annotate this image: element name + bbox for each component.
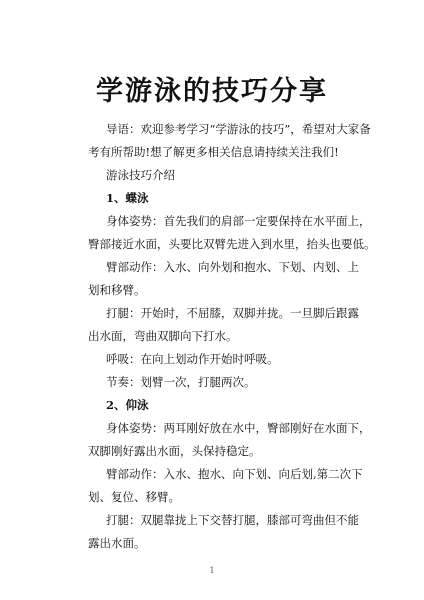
butterfly-arm-line-1: 臂部动作：入水、向外划和抱水、下划、内划、上 [106,260,359,274]
butterfly-posture-line-1: 身体姿势：首先我们的肩部一定要保持在水平面上， [106,214,371,228]
backstroke-arm-line-2: 划、复位、移臂。 [88,490,180,504]
backstroke-kick-line-1: 打腿：双腿靠拢上下交替打腿，膝部可弯曲但不能 [106,513,359,527]
section-heading: 游泳技巧介绍 [106,168,175,182]
butterfly-rhythm: 节奏：划臂一次，打腿两次。 [106,375,256,389]
document-title: 学游泳的技巧分享 [96,76,328,107]
intro-line-2: 考有所帮助!想了解更多相关信息请持续关注我们! [88,145,339,159]
backstroke-arm-line-1: 臂部动作：入水、抱水、向下划、向后划,第二次下 [106,467,363,481]
backstroke-posture-line-1: 身体姿势：两耳刚好放在水中，臀部刚好在水面下， [106,421,371,435]
backstroke-heading: 2、仰泳 [106,398,149,412]
butterfly-heading: 1、蝶泳 [106,191,149,205]
butterfly-posture-line-2: 臀部接近水面，头要比双臂先进入到水里，抬头也要低。 [88,237,376,251]
butterfly-arm-line-2: 划和移臂。 [88,283,146,297]
butterfly-kick-line-1: 打腿：开始时，不屈膝，双脚并拢。一旦脚后跟露 [106,306,359,320]
backstroke-posture-line-2: 双脚刚好露出水面，头保持稳定。 [88,444,261,458]
butterfly-breath: 呼吸：在向上划动作开始时呼吸。 [106,352,279,366]
backstroke-kick-line-2: 露出水面。 [88,536,146,550]
page-number: 1 [209,566,215,575]
butterfly-kick-line-2: 出水面，弯曲双脚向下打水。 [88,329,238,343]
intro-line-1: 导语：欢迎参考学习“学游泳的技巧”，希望对大家备 [106,122,371,136]
